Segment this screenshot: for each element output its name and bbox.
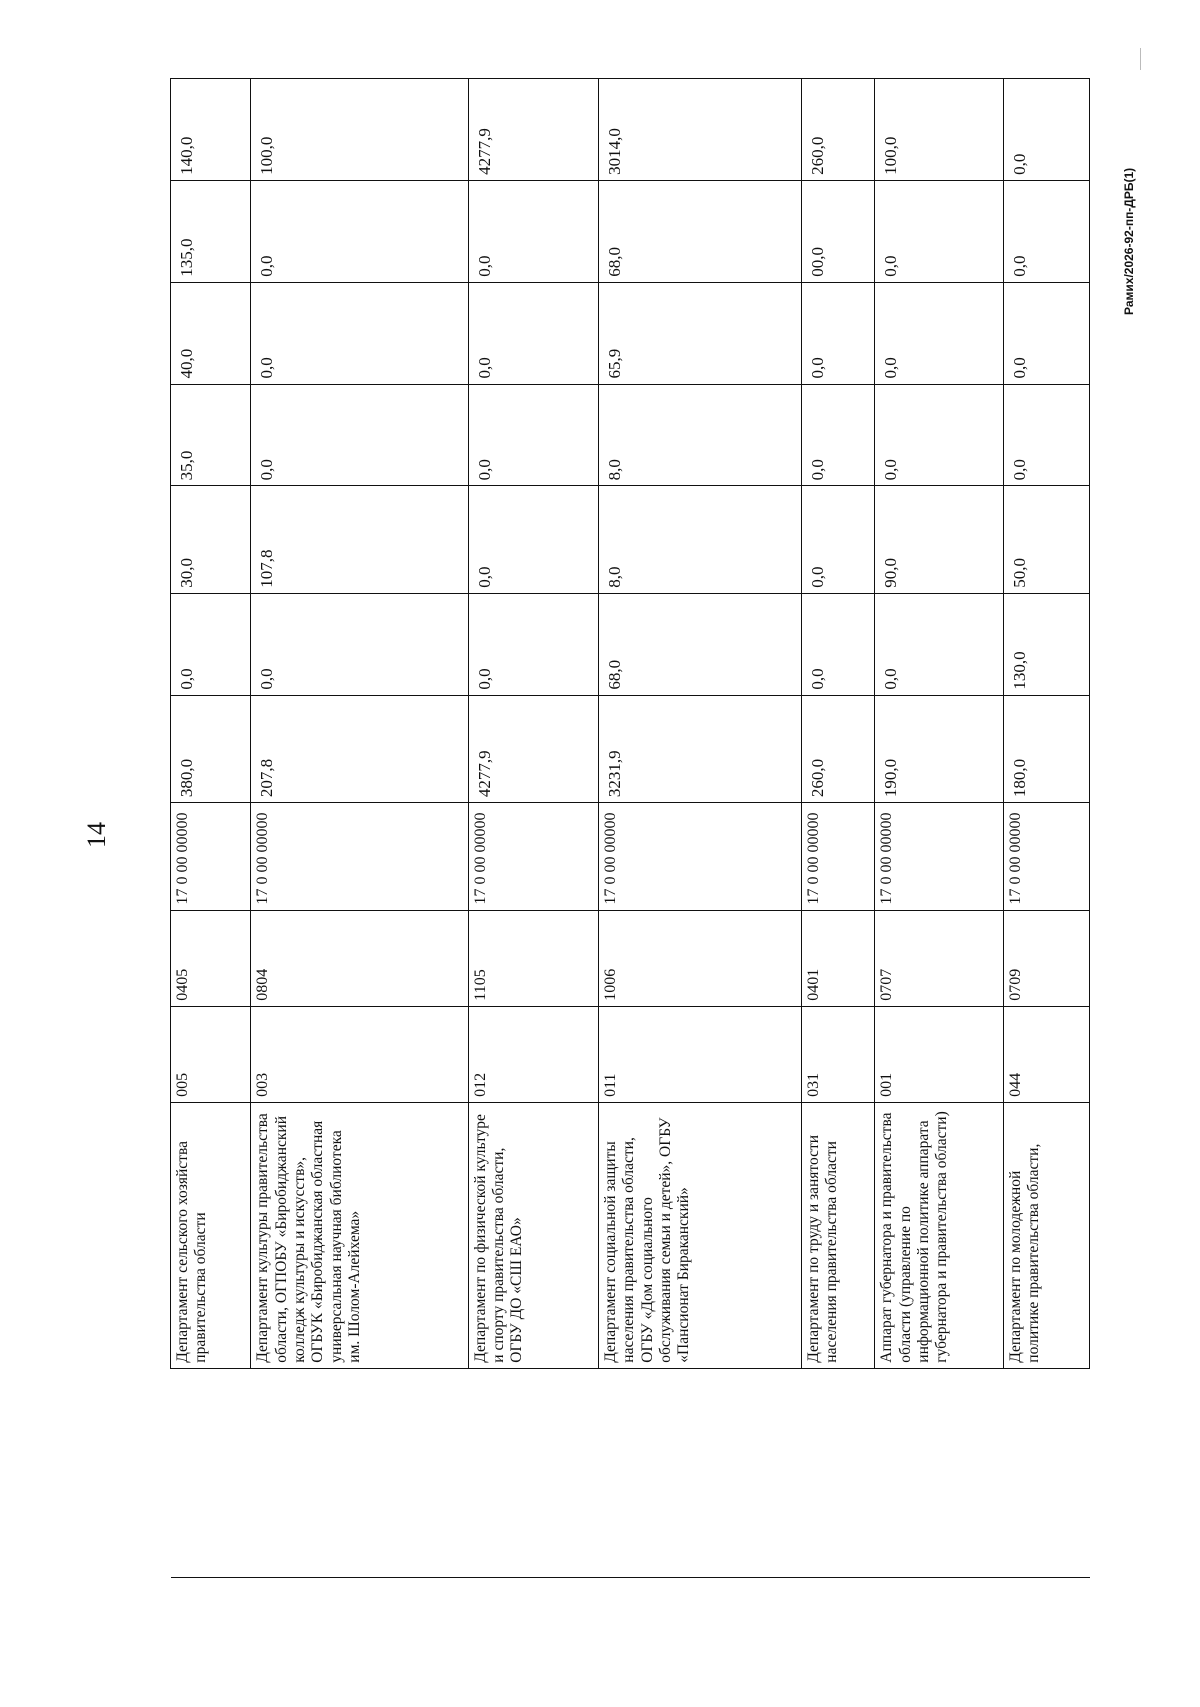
code-cell: 17 0 00 00000	[468, 803, 598, 910]
code-cell: 17 0 00 00000	[875, 803, 1004, 910]
amount-cell: 0,0	[1004, 79, 1090, 181]
amount-cell: 0,0	[875, 384, 1004, 486]
amount-cell: 35,0	[171, 384, 251, 486]
amount-cell: 0,0	[875, 180, 1004, 282]
amount-cell: 260,0	[801, 695, 875, 802]
amount-cell: 180,0	[1004, 695, 1090, 802]
department-cell: Департамент по физической культуре и спорту правительства области, ОГБУ ДО «СШ ЕАО»	[468, 1102, 598, 1368]
department-cell: Аппарат губернатора и правительства области (управление по информационной политике аппарата губернатора и правительства области)	[875, 1102, 1004, 1368]
empty-cell	[1004, 1368, 1090, 1577]
document-reference: Рамих/2026-92-пп-ДРБ(1)	[1122, 167, 1136, 315]
code-cell: 17 0 00 00000	[598, 803, 801, 910]
empty-cell	[598, 1368, 801, 1577]
department-cell: Департамент по молодежной политике правительства области,	[1004, 1102, 1090, 1368]
code-cell: 0401	[801, 910, 875, 1006]
code-cell: 0709	[1004, 910, 1090, 1006]
table-row	[875, 79, 1004, 1578]
department-cell: Департамент социальной защиты населения правительства области, ОГБУ «Дом социального обслуживания семьи и детей», ОГБУ «Пансионат Бираканский»	[598, 1102, 801, 1368]
amount-cell: 0,0	[468, 384, 598, 486]
budget-table-rotated	[170, 78, 1090, 1578]
amount-cell: 0,0	[1004, 282, 1090, 384]
amount-cell: 0,0	[801, 593, 875, 695]
department-cell: Департамент культуры правительства области, ОГПОБУ «Биробиджанский колледж культуры и искусств», ОГБУК «Биробиджанская областная универсальная научная библиотека им. Шолом-Алейхема»	[251, 1102, 468, 1368]
scan-mark	[1140, 48, 1141, 70]
amount-cell: 140,0	[171, 79, 251, 181]
table-row	[1004, 79, 1090, 1578]
code-cell: 17 0 00 00000	[801, 803, 875, 910]
code-cell: 011	[598, 1006, 801, 1102]
amount-cell: 190,0	[875, 695, 1004, 802]
amount-cell: 260,0	[801, 79, 875, 181]
page-number: 14	[82, 822, 111, 848]
code-cell: 1006	[598, 910, 801, 1006]
amount-cell: 0,0	[875, 282, 1004, 384]
amount-cell: 4277,9	[468, 79, 598, 181]
code-cell: 001	[875, 1006, 1004, 1102]
table-row	[171, 79, 251, 1578]
amount-cell: 0,0	[468, 486, 598, 593]
amount-cell: 4277,9	[468, 695, 598, 802]
amount-cell: 0,0	[468, 282, 598, 384]
amount-cell: 90,0	[875, 486, 1004, 593]
table-row	[598, 79, 801, 1578]
amount-cell: 0,0	[468, 593, 598, 695]
amount-cell: 50,0	[1004, 486, 1090, 593]
amount-cell: 107,8	[251, 486, 468, 593]
code-cell: 0405	[171, 910, 251, 1006]
empty-cell	[875, 1368, 1004, 1577]
amount-cell: 68,0	[598, 180, 801, 282]
budget-table	[170, 78, 1090, 1578]
amount-cell: 0,0	[251, 180, 468, 282]
department-cell: Департамент по труду и занятости населения правительства области	[801, 1102, 875, 1368]
empty-cell	[171, 1368, 251, 1577]
code-cell: 005	[171, 1006, 251, 1102]
empty-cell	[801, 1368, 875, 1577]
table-row	[468, 79, 598, 1578]
empty-cell	[251, 1368, 468, 1577]
code-cell: 1105	[468, 910, 598, 1006]
empty-cell	[468, 1368, 598, 1577]
code-cell: 044	[1004, 1006, 1090, 1102]
code-cell: 0804	[251, 910, 468, 1006]
amount-cell: 0,0	[875, 593, 1004, 695]
amount-cell: 100,0	[251, 79, 468, 181]
table-row	[251, 79, 468, 1578]
amount-cell: 8,0	[598, 486, 801, 593]
code-cell: 17 0 00 00000	[171, 803, 251, 910]
amount-cell: 00,0	[801, 180, 875, 282]
amount-cell: 65,9	[598, 282, 801, 384]
code-cell: 17 0 00 00000	[251, 803, 468, 910]
code-cell: 003	[251, 1006, 468, 1102]
amount-cell: 30,0	[171, 486, 251, 593]
code-cell: 17 0 00 00000	[1004, 803, 1090, 910]
amount-cell: 0,0	[251, 384, 468, 486]
amount-cell: 68,0	[598, 593, 801, 695]
amount-cell: 0,0	[468, 180, 598, 282]
amount-cell: 0,0	[171, 593, 251, 695]
amount-cell: 380,0	[171, 695, 251, 802]
amount-cell: 0,0	[251, 593, 468, 695]
amount-cell: 0,0	[801, 282, 875, 384]
amount-cell: 0,0	[1004, 384, 1090, 486]
amount-cell: 8,0	[598, 384, 801, 486]
amount-cell: 3014,0	[598, 79, 801, 181]
amount-cell: 40,0	[171, 282, 251, 384]
amount-cell: 0,0	[801, 384, 875, 486]
table-row	[801, 79, 875, 1578]
department-cell: Департамент сельского хозяйства правительства области	[171, 1102, 251, 1368]
code-cell: 0707	[875, 910, 1004, 1006]
amount-cell: 0,0	[801, 486, 875, 593]
amount-cell: 130,0	[1004, 593, 1090, 695]
amount-cell: 3231,9	[598, 695, 801, 802]
code-cell: 012	[468, 1006, 598, 1102]
code-cell: 031	[801, 1006, 875, 1102]
amount-cell: 0,0	[1004, 180, 1090, 282]
amount-cell: 100,0	[875, 79, 1004, 181]
amount-cell: 135,0	[171, 180, 251, 282]
amount-cell: 207,8	[251, 695, 468, 802]
amount-cell: 0,0	[251, 282, 468, 384]
